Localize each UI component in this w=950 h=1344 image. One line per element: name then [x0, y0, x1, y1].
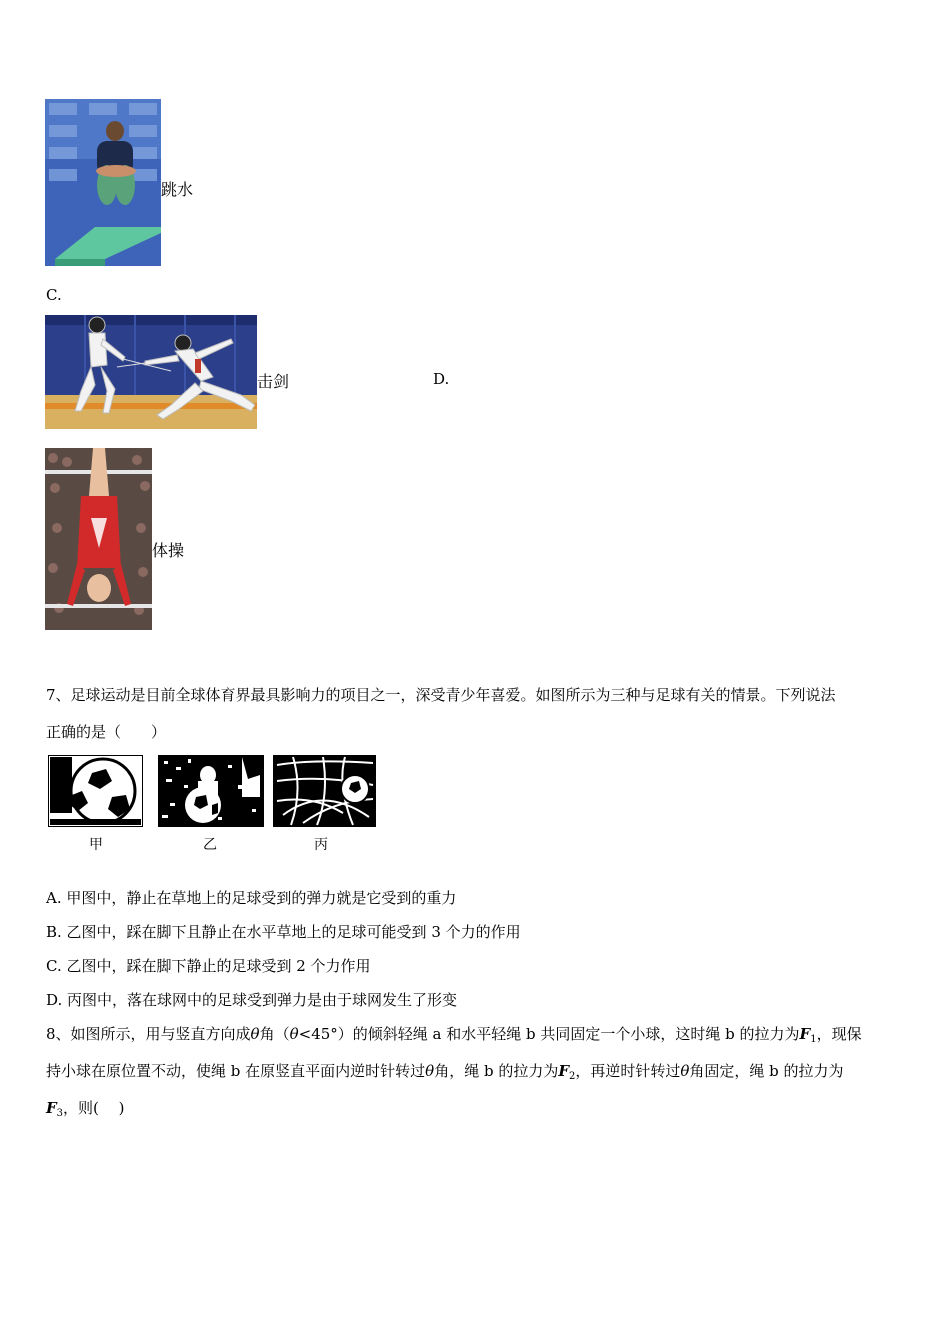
figure-bing [273, 755, 376, 827]
soccer-ball-figure-jia [48, 755, 143, 827]
force-subscript: 2 [568, 1071, 576, 1082]
gymnastics-photo [45, 448, 152, 630]
soccer-ball-figure-bing [273, 755, 376, 827]
force-symbol: F [558, 1062, 569, 1080]
soccer-ball-figure-yi [158, 755, 264, 827]
fencing-photo [45, 315, 257, 429]
question-8-line-1 [46, 1023, 912, 1045]
figure-label-jia: 甲 [89, 837, 103, 853]
question-8-line-2 [46, 1060, 912, 1082]
diving-caption: 跳水 [161, 180, 194, 199]
question-7-option-c: C. 乙图中，踩在脚下静止的足球受到 2 个力作用 [46, 957, 371, 975]
force-subscript: 3 [56, 1108, 64, 1119]
q8-text: 角，绳 b 的拉力为 [434, 1062, 559, 1080]
figure-yi [158, 755, 264, 827]
theta-symbol: θ [680, 1062, 690, 1080]
force-subscript: 1 [810, 1034, 817, 1045]
q8-text: ，现保 [816, 1025, 862, 1043]
question-7-option-a: A. 甲图中，静止在草地上的足球受到的弹力就是它受到的重力 [46, 889, 457, 907]
q8-text: ，则( ) [63, 1099, 125, 1117]
q8-text: 8、如图所示，用与竖直方向成 [46, 1025, 251, 1043]
q8-text: <45°）的倾斜轻绳 a 和水平轻绳 b 共同固定一个小球，这时绳 b 的拉力为 [298, 1025, 800, 1043]
q8-text: 角（ [259, 1025, 290, 1043]
question-7-option-d: D. 丙图中，落在球网中的足球受到弹力是由于球网发生了形变 [46, 991, 458, 1009]
diving-photo [45, 99, 161, 266]
figure-jia [48, 755, 143, 827]
option-d-label: D. [433, 370, 450, 388]
q8-text: ，再逆时针转过 [575, 1062, 681, 1080]
q8-text: 持小球在原位置不动，使绳 b 在原竖直平面内逆时针转过 [46, 1062, 426, 1080]
figure-label-yi: 乙 [203, 837, 217, 853]
option-c-label: C. [46, 286, 62, 304]
question-7-line-1: 7、足球运动是目前全球体育界最具影响力的项目之一，深受青少年喜爱。如图所示为三种与足球有关的情景。下列说法 [46, 686, 836, 704]
gymnastics-illustration [45, 448, 152, 630]
gymnastics-caption: 体操 [152, 541, 185, 560]
fencing-illustration [45, 315, 257, 429]
q8-text: 角固定，绳 b 的拉力为 [689, 1062, 844, 1080]
fencing-caption: 击剑 [257, 372, 290, 391]
figure-label-bing: 丙 [314, 837, 328, 853]
question-8-line-3 [46, 1097, 912, 1119]
theta-symbol: θ [425, 1062, 435, 1080]
force-symbol: F [46, 1099, 57, 1117]
question-7-line-2: 正确的是（ ） [46, 723, 167, 741]
diving-illustration [45, 99, 161, 266]
theta-symbol: θ [289, 1025, 299, 1043]
force-symbol: F [799, 1025, 811, 1043]
theta-symbol: θ [250, 1025, 260, 1043]
question-7-option-b: B. 乙图中，踩在脚下且静止在水平草地上的足球可能受到 3 个力的作用 [46, 923, 521, 941]
